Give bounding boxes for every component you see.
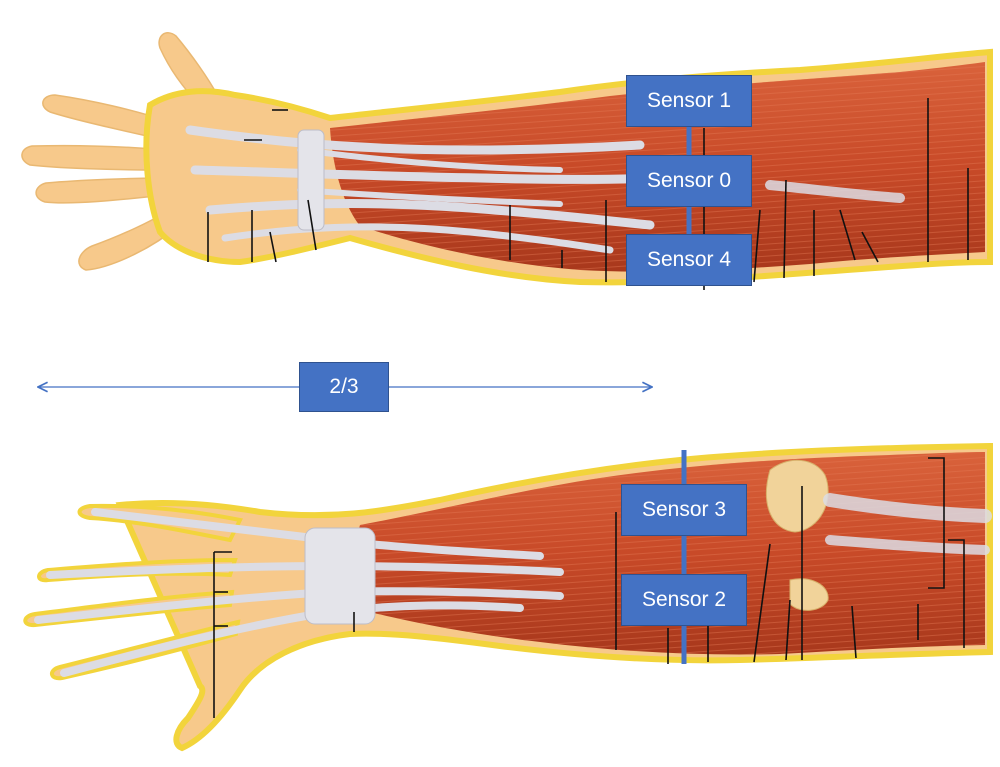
sensor-0-label: Sensor 0 bbox=[626, 155, 752, 207]
sensor-2-label: Sensor 2 bbox=[621, 574, 747, 626]
sensor-1-label: Sensor 1 bbox=[626, 75, 752, 127]
sensor-4-label: Sensor 4 bbox=[626, 234, 752, 286]
posterior-forearm bbox=[25, 446, 990, 748]
sensor-3-label: Sensor 3 bbox=[621, 484, 747, 536]
two-thirds-label: 2/3 bbox=[299, 362, 389, 412]
anterior-forearm bbox=[22, 33, 990, 290]
extensor-retinaculum bbox=[305, 528, 375, 624]
